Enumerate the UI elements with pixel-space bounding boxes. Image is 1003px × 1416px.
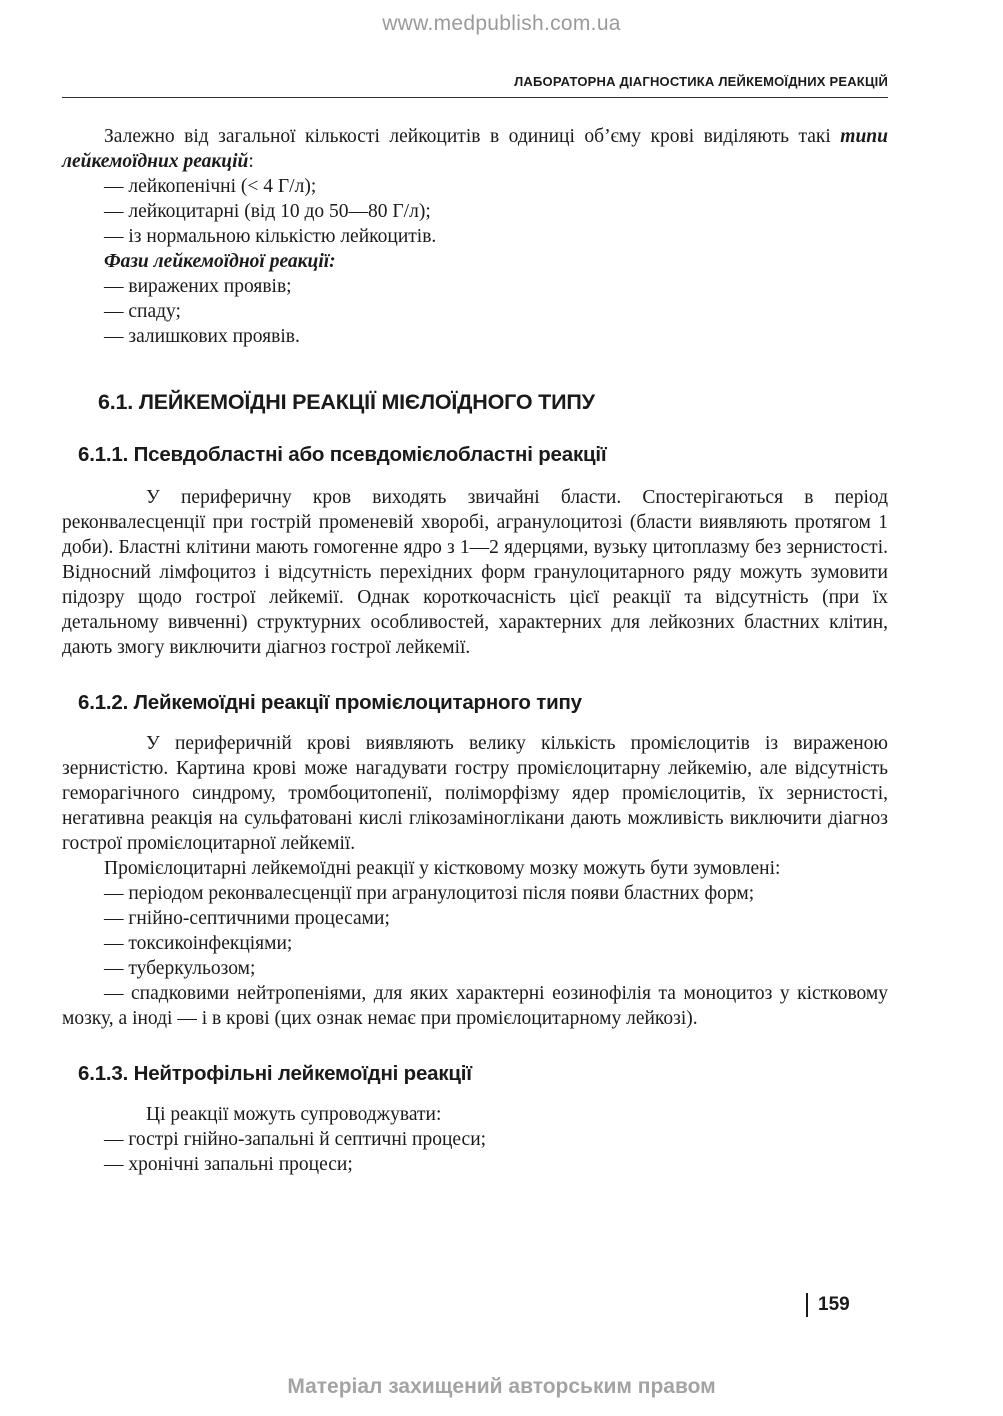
subsection-heading-6-1-2: 6.1.2. Лейкемоїдні реакції промієлоцитарного типу: [78, 691, 582, 714]
list-item: — залишкових проявів.: [104, 326, 300, 347]
header-rule: [62, 97, 888, 98]
paragraph: У периферичну кров виходять звичайні бласти. Спостерігаються в період реконвалесценції при гострій променевій хворобі, агранулоцитозі (бласти виявляють протягом 1 доби). Бластні клітини мають гомогенне ядро з 1—2 ядерцями, вузьку цитоплазму без зернистості. Відносний лімфоцитоз і відсутність перехідних форм гранулоцитарного ряду можуть зумовити підозру щодо гострої лейкемії. Однак короткочасність цієї реакції та відсутність (при їх детальному вивченні) структурних особливостей, характерних для лейкозних бластних клітин, дають змогу виключити діагноз гострої лейкемії.: [62, 487, 888, 658]
paragraph: Ці реакції можуть супроводжувати:: [146, 1104, 442, 1125]
watermark-copyright: Матеріал захищений авторським правом: [287, 1375, 716, 1398]
list-item: — із нормальною кількістю лейкоцитів.: [104, 226, 437, 247]
subsection-heading-6-1-3: 6.1.3. Нейтрофільні лейкемоїдні реакції: [78, 1062, 472, 1085]
watermark-site-url: www.medpublish.com.ua: [382, 12, 621, 35]
page-number: 159: [806, 1293, 850, 1317]
list-item: — лейкопенічні (< 4 Г/л);: [104, 176, 317, 197]
list-item: — гострі гнійно-запальні й септичні процеси;: [104, 1129, 487, 1150]
list-item: — хронічні запальні процеси;: [104, 1154, 353, 1175]
list-item: — туберкульозом;: [104, 958, 256, 979]
list-item: — лейкоцитарні (від 10 до 50—80 Г/л);: [104, 201, 431, 222]
subsection-heading-6-1-1: 6.1.1. Псевдобластні або псевдомієлобластні реакції: [78, 443, 607, 466]
list-item: — токсикоінфекціями;: [104, 933, 293, 954]
phases-title: Фази лейкемоїдної реакції:: [104, 251, 336, 272]
section-heading-6-1: 6.1. ЛЕЙКЕМОЇДНІ РЕАКЦІЇ МІЄЛОЇДНОГО ТИПУ: [98, 390, 595, 414]
intro-paragraph: Залежно від загальної кількості лейкоцитів в одиниці об’єму крові виділяють такі типи лейкемоїдних реакцій:: [62, 126, 888, 172]
emphasis-types: типи лейкемоїдних реакцій: [62, 126, 888, 172]
list-item: — гнійно-септичними процесами;: [104, 908, 390, 929]
list-item: — спадковими нейтропеніями, для яких характерні еозинофілія та моноцитоз у кістковому мозку, а іноді — і в крові (цих ознак немає при промієлоцитарному лейкозі).: [62, 983, 888, 1029]
list-item: — виражених проявів;: [104, 276, 292, 297]
paragraph: Промієлоцитарні лейкемоїдні реакції у кістковому мозку можуть бути зумовлені:: [104, 858, 781, 879]
page-content: [62, 124, 888, 1177]
list-item: — періодом реконвалесценції при агранулоцитозі після появи бластних форм;: [104, 883, 755, 904]
paragraph: У периферичній крові виявляють велику кількість промієлоцитів із вираженою зернистістю. Картина крові може нагадувати гостру промієлоцитарну лейкемію, але відсутність геморагічного синдрому, тромбоцитопенії, поліморфізму ядер промієлоцитів, їх зернистості, негативна реакція на сульфатовані кислі глікозаміноглікани дають можливість виключити діагноз гострої промієлоцитарної лейкемії.: [62, 733, 888, 854]
running-header: ЛАБОРАТОРНА ДІАГНОСТИКА ЛЕЙКЕМОЇДНИХ РЕАКЦІЙ: [514, 74, 888, 89]
list-item: — спаду;: [104, 301, 181, 322]
